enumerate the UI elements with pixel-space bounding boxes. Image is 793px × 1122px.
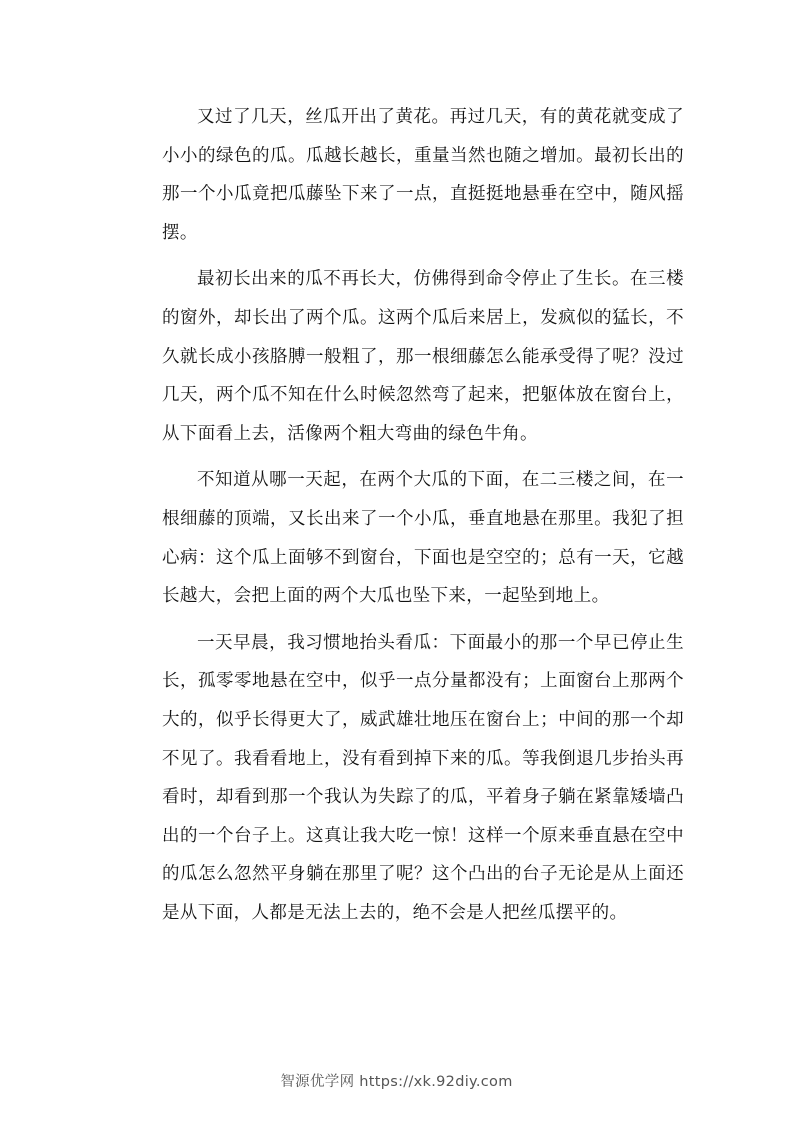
paragraph-1: 又过了几天，丝瓜开出了黄花。再过几天，有的黄花就变成了小小的绿色的瓜。瓜越长越长，重量当然也随之增加。最初长出的那一个小瓜竟把瓜藤坠下来了一点，直挺挺地悬垂在空中，随风摇摆。 — [162, 107, 684, 243]
footer-watermark: 智源优学网 https://xk.92diy.com — [280, 1074, 513, 1090]
paragraph-4: 一天早晨，我习惯地抬头看瓜：下面最小的那一个早已停止生长，孤零零地悬在空中，似乎一点分量都没有；上面窗台上那两个大的，似乎长得更大了，威武雄壮地压在窗台上；中间的那一个却不见了。我看看地上，没有看到掉下来的瓜。等我倒退几步抬头再看时，却看到那一个我认为失踪了的瓜，平着身子躺在紧靠矮墙凸出的一个台子上。这真让我大吃一惊！这样一个原来垂直悬在空中的瓜怎么忽然平身躺在那里了呢？这个凸出的台子无论是从上面还是从下面，人都是无法上去的，绝不会是人把丝瓜摆平的。 — [162, 632, 684, 923]
article-body — [162, 98, 684, 940]
paragraph-3: 不知道从哪一天起，在两个大瓜的下面，在二三楼之间，在一根细藤的顶端，又长出来了一个小瓜，垂直地悬在那里。我犯了担心病：这个瓜上面够不到窗台，下面也是空空的；总有一天，它越长越大，会把上面的两个大瓜也坠下来，一起坠到地上。 — [162, 470, 684, 607]
paragraph-2: 最初长出来的瓜不再长大，仿佛得到命令停止了生长。在三楼的窗外，却长出了两个瓜。这两个瓜后来居上，发疯似的猛长，不久就长成小孩胳膊一般粗了，那一根细藤怎么能承受得了呢？没过几天，两个瓜不知在什么时候忽然弯了起来，把躯体放在窗台上，从下面看上去，活像两个粗大弯曲的绿色牛角。 — [162, 269, 684, 444]
